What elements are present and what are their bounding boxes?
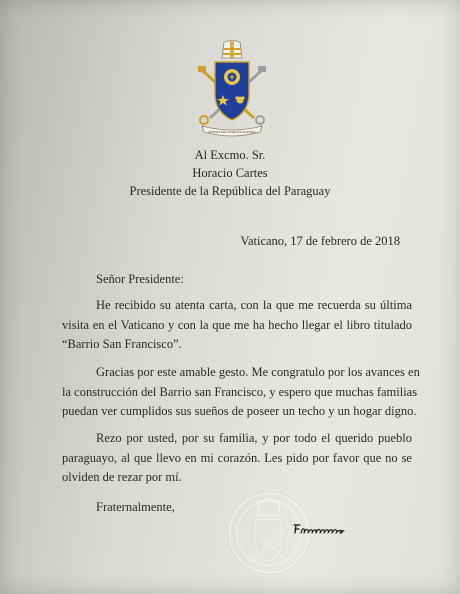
paragraph-line: olviden de rezar por mí. [62, 470, 182, 484]
addressee-position: Presidente de la República del Paraguay [129, 184, 331, 198]
paragraph-1 [62, 296, 412, 355]
addressee-title: Al Excmo. Sr. [194, 148, 266, 162]
crest-motto: MISERANDO ATQUE ELIGENDO [208, 130, 256, 134]
addressee-name: Horacio Cartes [192, 166, 268, 180]
paragraph-2 [62, 363, 420, 422]
paragraph-line: la construcción del Barrio san Francisco, y espero que muchas familias [62, 384, 418, 399]
paragraph-3 [62, 429, 412, 488]
closing-phrase: Fraternalmente, [96, 500, 175, 514]
paragraph-line: He recibido su atenta carta, con la que me recuerda su última [96, 298, 412, 312]
papal-coat-of-arms [194, 40, 270, 138]
pope-signature [292, 522, 346, 536]
paragraph-line: “Barrio San Francisco”. [62, 337, 182, 351]
paragraph-line: Rezo por usted, por su familia, y por todo el querido pueblo [96, 431, 412, 445]
paragraph-line: visita en el Vaticano y con la que me ha hecho llegar el libro titulado [62, 317, 412, 332]
paragraph-line: paraguayo, al que llevo en mi corazón. Les pido por favor que no se [62, 450, 412, 465]
paragraph-line: Gracias por este amable gesto. Me congratulo por los avances en [96, 365, 420, 379]
salutation: Señor Presidente: [96, 272, 184, 286]
letter-date: Vaticano, 17 de febrero de 2018 [240, 234, 400, 248]
paragraph-line: puedan ver cumplidos sus sueños de poseer un techo y un hogar digno. [62, 404, 417, 418]
